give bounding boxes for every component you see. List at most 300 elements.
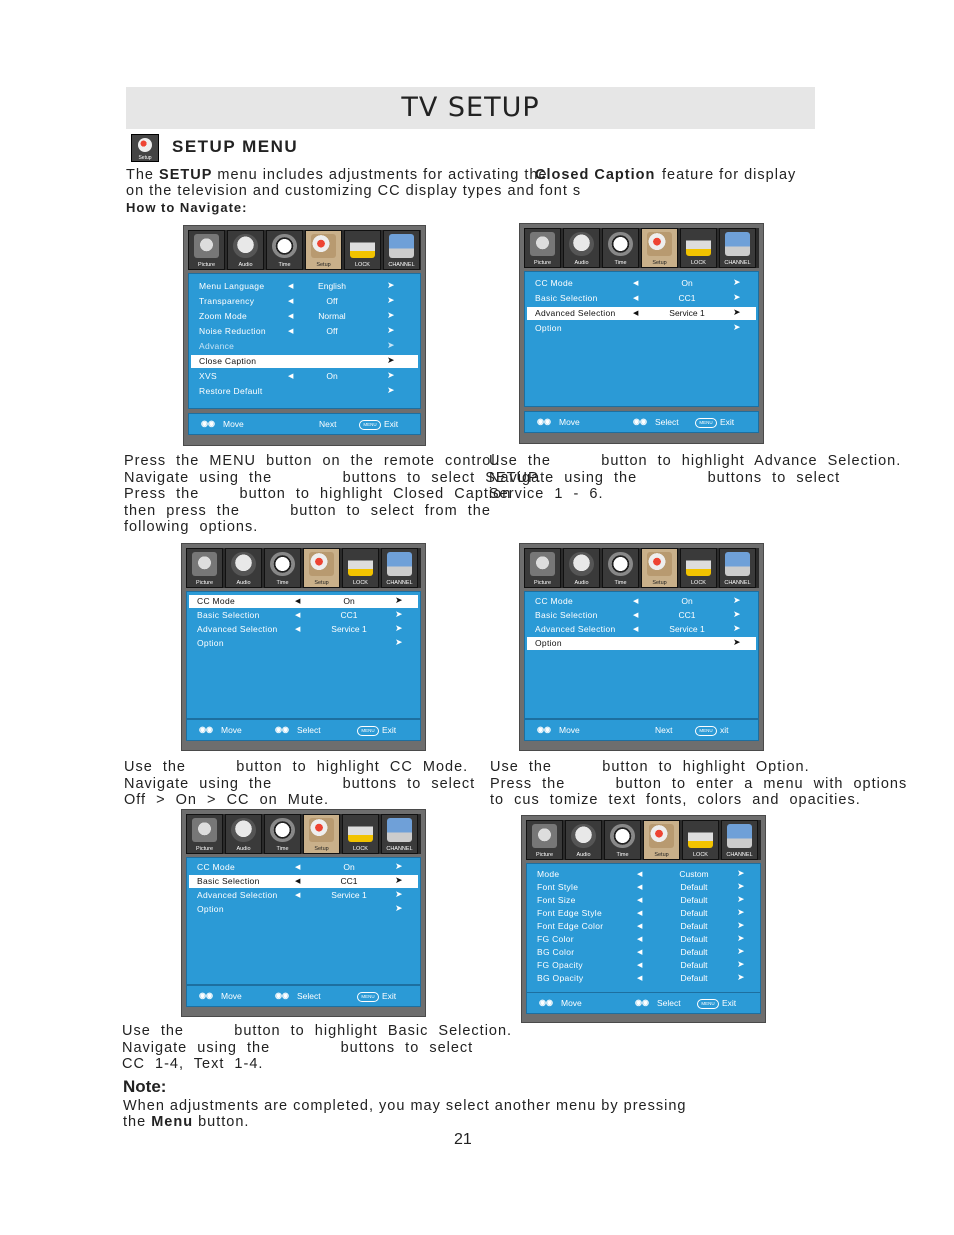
menu-item[interactable] <box>527 322 756 335</box>
menu-key-icon: MENU <box>695 418 717 428</box>
audio-icon <box>233 234 258 258</box>
setup-tab-label: Setup <box>316 262 331 268</box>
audio-tab-label: Audio <box>236 580 251 586</box>
menu-item[interactable] <box>191 340 418 353</box>
caption-5 <box>122 1023 512 1073</box>
menu-item[interactable] <box>527 623 756 636</box>
menu-key-icon: MENU <box>357 726 379 736</box>
menu-item-label: BG Opacity <box>537 973 584 983</box>
time-icon <box>608 232 633 256</box>
picture-tab[interactable] <box>524 548 561 588</box>
right-arrow-icon[interactable]: ➤ <box>387 295 395 305</box>
menu-icon-row <box>526 820 761 860</box>
note-line-2 <box>123 1114 249 1131</box>
caption-line: Service 1 - 6. <box>489 486 604 502</box>
left-arrow-icon[interactable]: ◀ <box>288 313 294 320</box>
audio-tab-label: Audio <box>576 852 591 858</box>
menu-item-value: Custom <box>679 869 709 879</box>
menu-item[interactable] <box>529 946 758 959</box>
menu-item-value: Normal <box>318 311 346 321</box>
menu-item-label: Mode <box>537 869 560 879</box>
left-arrow-icon[interactable]: ◀ <box>288 298 294 305</box>
menu-item[interactable] <box>529 894 758 907</box>
channel-icon <box>725 552 750 576</box>
menu-item-label: Noise Reduction <box>199 326 266 336</box>
left-arrow-icon[interactable]: ◀ <box>637 949 643 956</box>
picture-tab-label: Picture <box>533 260 552 266</box>
right-arrow-icon[interactable]: ➤ <box>387 370 395 380</box>
menu-item-value: Default <box>680 960 708 970</box>
left-arrow-icon[interactable]: ◀ <box>295 864 301 871</box>
channel-icon <box>389 234 414 258</box>
menu-item[interactable] <box>527 277 756 290</box>
footer-move-label: Move <box>223 419 244 429</box>
lock-icon <box>348 818 373 842</box>
lock-tab[interactable] <box>342 814 379 854</box>
caption-3 <box>124 759 475 809</box>
caption-1 <box>124 453 542 536</box>
menu-item-label: XVS <box>199 371 217 381</box>
menu-item[interactable] <box>191 370 418 383</box>
lock-tab[interactable] <box>344 230 381 270</box>
menu-item-value: Default <box>680 947 708 957</box>
right-arrow-icon[interactable]: ➤ <box>387 280 395 290</box>
lock-icon <box>350 234 375 258</box>
right-arrow-icon[interactable]: ➤ <box>733 595 741 605</box>
footer-move-label: Move <box>561 998 582 1008</box>
menu-item-value: On <box>681 596 693 606</box>
audio-tab-label: Audio <box>574 580 589 586</box>
right-arrow-icon[interactable]: ➤ <box>395 889 403 899</box>
lock-tab[interactable] <box>342 548 379 588</box>
page-title: TV SETUP <box>401 92 540 123</box>
lock-tab-label: LOCK <box>353 580 368 586</box>
right-arrow-icon[interactable]: ➤ <box>395 875 403 885</box>
left-arrow-icon[interactable]: ◀ <box>637 962 643 969</box>
right-arrow-icon[interactable]: ➤ <box>387 355 395 365</box>
footer-action-label: Select <box>657 998 681 1008</box>
menu-item-label: Option <box>197 904 224 914</box>
menu-item[interactable] <box>527 609 756 622</box>
menu-item-label: FG Color <box>537 934 574 944</box>
left-arrow-icon[interactable]: ◀ <box>295 878 301 885</box>
left-arrow-icon[interactable]: ◀ <box>637 871 643 878</box>
menu-icon-row <box>524 548 759 588</box>
menu-item-value: Default <box>680 882 708 892</box>
footer-exit-label: Exit <box>722 998 737 1008</box>
caption-line: Press the MENU button on the remote control. <box>124 453 501 469</box>
menu-item-label: CC Mode <box>197 862 236 872</box>
time-icon <box>610 824 635 848</box>
menu-icon-row <box>524 228 759 268</box>
right-arrow-icon[interactable]: ➤ <box>387 385 395 395</box>
left-arrow-icon[interactable]: ◀ <box>288 373 294 380</box>
picture-tab[interactable] <box>526 820 563 860</box>
left-arrow-icon[interactable]: ◀ <box>295 598 301 605</box>
picture-tab-label: Picture <box>197 262 216 268</box>
select-arrows-icon: ◉◉ <box>635 998 649 1007</box>
left-arrow-icon[interactable]: ◀ <box>633 598 639 605</box>
audio-tab-label: Audio <box>236 846 251 852</box>
menu-item-value: Default <box>680 921 708 931</box>
menu-item[interactable] <box>529 907 758 920</box>
time-tab[interactable] <box>602 228 639 268</box>
caption-4 <box>490 759 907 809</box>
channel-tab[interactable] <box>381 814 418 854</box>
footer-exit-label: Exit <box>382 991 397 1001</box>
menu-key-icon: MENU <box>359 420 381 430</box>
note-menu-bold: Menu <box>151 1114 194 1130</box>
menu-item-value: Default <box>680 895 708 905</box>
menu-item-value: Service 1 <box>331 890 367 900</box>
audio-tab[interactable] <box>563 548 600 588</box>
menu-item-label: Basic Selection <box>197 876 260 886</box>
menu-item-value: Off <box>326 296 338 306</box>
menu-footer <box>186 719 421 741</box>
menu-item[interactable] <box>527 595 756 608</box>
setup-tab[interactable] <box>303 548 340 588</box>
menu-item-label: Option <box>197 638 224 648</box>
menu-footer <box>186 985 421 1007</box>
channel-tab[interactable] <box>721 820 758 860</box>
channel-tab-label: CHANNEL <box>726 852 753 858</box>
footer-exit-label: Exit <box>720 417 735 427</box>
caption-line: Off > On > CC on Mute. <box>124 792 330 808</box>
audio-tab[interactable] <box>225 548 262 588</box>
menu-panel <box>186 591 421 719</box>
caption-line: Use the button to highlight Basic Selection. <box>122 1023 513 1039</box>
caption-line: following options. <box>124 519 259 535</box>
left-arrow-icon[interactable]: ◀ <box>637 884 643 891</box>
caption-line: Navigate using the buttons to select <box>489 469 841 486</box>
lock-icon <box>686 232 711 256</box>
channel-tab-label: CHANNEL <box>724 260 751 266</box>
channel-tab[interactable] <box>719 548 756 588</box>
right-arrow-icon[interactable]: ➤ <box>733 307 741 317</box>
picture-icon <box>192 552 217 576</box>
picture-icon <box>530 232 555 256</box>
setup-tab[interactable] <box>641 548 678 588</box>
left-arrow-icon[interactable]: ◀ <box>633 280 639 287</box>
menu-item-value: CC1 <box>678 610 696 620</box>
menu-panel <box>526 863 761 993</box>
audio-icon <box>569 232 594 256</box>
time-tab-label: Time <box>276 580 289 586</box>
tv-screen-s6 <box>521 815 766 1023</box>
menu-item-value: Service 1 <box>669 308 705 318</box>
right-arrow-icon[interactable]: ➤ <box>387 310 395 320</box>
lock-tab-label: LOCK <box>355 262 370 268</box>
lock-icon <box>688 824 713 848</box>
menu-item-value: Off <box>326 326 338 336</box>
caption-2 <box>489 453 901 503</box>
time-tab[interactable] <box>264 548 301 588</box>
setup-icon <box>309 552 334 576</box>
channel-icon <box>387 552 412 576</box>
menu-item[interactable] <box>189 861 418 874</box>
audio-tab[interactable] <box>565 820 602 860</box>
left-arrow-icon[interactable]: ◀ <box>637 897 643 904</box>
left-arrow-icon[interactable]: ◀ <box>637 923 643 930</box>
right-arrow-icon[interactable]: ➤ <box>737 868 745 878</box>
right-arrow-icon[interactable]: ➤ <box>733 322 741 332</box>
menu-icon-row <box>188 230 421 270</box>
right-arrow-icon[interactable]: ➤ <box>733 623 741 633</box>
left-arrow-icon[interactable]: ◀ <box>637 910 643 917</box>
right-arrow-icon[interactable]: ➤ <box>395 903 403 913</box>
footer-exit-label: Exit <box>384 419 399 429</box>
channel-tab[interactable] <box>381 548 418 588</box>
lock-tab[interactable] <box>682 820 719 860</box>
setup-icon <box>131 134 159 162</box>
menu-item-value: Default <box>680 973 708 983</box>
menu-item-value: CC1 <box>340 876 358 886</box>
note-text: button. <box>198 1114 250 1130</box>
footer-move-label: Move <box>559 725 580 735</box>
picture-icon <box>192 818 217 842</box>
left-arrow-icon[interactable]: ◀ <box>288 328 294 335</box>
setup-tab[interactable] <box>303 814 340 854</box>
picture-icon <box>530 552 555 576</box>
setup-tab-label: Setup <box>652 580 667 586</box>
setup-icon <box>311 234 336 258</box>
menu-item-value: On <box>343 596 355 606</box>
time-tab-label: Time <box>278 262 291 268</box>
lock-icon <box>686 552 711 576</box>
caption-line: Press the button to highlight Closed Caption <box>124 486 512 502</box>
select-arrows-icon: ◉◉ <box>275 991 289 1000</box>
intro-text: menu includes adjustments for activating the <box>217 167 548 183</box>
picture-icon <box>194 234 219 258</box>
audio-tab-label: Audio <box>238 262 253 268</box>
menu-item-value: Service 1 <box>669 624 705 634</box>
setup-icon <box>309 818 334 842</box>
setup-icon <box>647 232 672 256</box>
menu-panel <box>524 591 759 719</box>
right-arrow-icon[interactable]: ➤ <box>395 595 403 605</box>
left-arrow-icon[interactable]: ◀ <box>633 626 639 633</box>
left-arrow-icon[interactable]: ◀ <box>637 936 643 943</box>
right-arrow-icon[interactable]: ➤ <box>733 609 741 619</box>
menu-item-label: Advanced Selection <box>197 624 278 634</box>
menu-item[interactable] <box>529 933 758 946</box>
menu-item-value: Default <box>680 934 708 944</box>
tv-screen-s5 <box>181 809 426 1017</box>
right-arrow-icon[interactable]: ➤ <box>387 340 395 350</box>
time-icon <box>270 818 295 842</box>
how-to-navigate: How to Navigate: <box>126 200 248 215</box>
right-arrow-icon[interactable]: ➤ <box>387 325 395 335</box>
select-arrows-icon: ◉◉ <box>633 417 647 426</box>
channel-icon <box>387 818 412 842</box>
audio-tab[interactable] <box>227 230 264 270</box>
menu-icon-row <box>186 548 421 588</box>
setup-tab[interactable] <box>305 230 342 270</box>
time-tab[interactable] <box>264 814 301 854</box>
menu-item-value: On <box>343 862 355 872</box>
footer-action-label: Select <box>297 991 321 1001</box>
right-arrow-icon[interactable]: ➤ <box>737 959 745 969</box>
menu-item-label: Font Size <box>537 895 576 905</box>
navigate-arrows-icon: ◉◉ <box>199 725 213 734</box>
setup-tab[interactable] <box>643 820 680 860</box>
caption-line: Navigate using the buttons to select SETUP. <box>124 469 542 486</box>
footer-action-label: Select <box>297 725 321 735</box>
setup-tab-label: Setup <box>314 846 329 852</box>
caption-line: Press the button to enter a menu with options <box>490 775 908 792</box>
intro-closed-caption: Closed Caption <box>535 167 656 183</box>
menu-item[interactable] <box>529 959 758 972</box>
right-arrow-icon[interactable]: ➤ <box>737 894 745 904</box>
channel-icon <box>727 824 752 848</box>
right-arrow-icon[interactable]: ➤ <box>737 933 745 943</box>
menu-panel <box>524 271 759 407</box>
time-tab[interactable] <box>602 548 639 588</box>
audio-icon <box>569 552 594 576</box>
menu-item[interactable] <box>191 385 418 398</box>
tv-screen-s2 <box>519 223 764 444</box>
select-arrows-icon: ◉◉ <box>275 725 289 734</box>
menu-item[interactable] <box>527 292 756 305</box>
audio-tab[interactable] <box>225 814 262 854</box>
channel-tab-label: CHANNEL <box>388 262 415 268</box>
menu-item-value: CC1 <box>340 610 358 620</box>
menu-item[interactable] <box>191 310 418 323</box>
footer-move-label: Move <box>221 725 242 735</box>
menu-item[interactable] <box>189 637 418 650</box>
left-arrow-icon[interactable]: ◀ <box>295 612 301 619</box>
lock-tab[interactable] <box>680 228 717 268</box>
note-text: the <box>123 1114 147 1130</box>
menu-item[interactable] <box>189 903 418 916</box>
menu-item-label: Restore Default <box>199 386 263 396</box>
menu-item-label: Advance <box>199 341 235 351</box>
channel-tab[interactable] <box>719 228 756 268</box>
left-arrow-icon[interactable]: ◀ <box>633 612 639 619</box>
right-arrow-icon[interactable]: ➤ <box>737 946 745 956</box>
lock-tab[interactable] <box>680 548 717 588</box>
caption-line: CC 1-4, Text 1-4. <box>122 1056 264 1072</box>
right-arrow-icon[interactable]: ➤ <box>737 920 745 930</box>
menu-icon-row <box>186 814 421 854</box>
caption-line: Navigate using the buttons to select <box>124 775 476 792</box>
navigate-arrows-icon: ◉◉ <box>199 991 213 1000</box>
time-tab-label: Time <box>616 852 629 858</box>
left-arrow-icon[interactable]: ◀ <box>295 626 301 633</box>
setup-icon <box>647 552 672 576</box>
menu-item[interactable] <box>189 623 418 636</box>
menu-item[interactable] <box>529 868 758 881</box>
right-arrow-icon[interactable]: ➤ <box>737 972 745 982</box>
menu-item-label: Menu Language <box>199 281 265 291</box>
menu-key-icon: MENU <box>695 726 717 736</box>
menu-item[interactable] <box>189 595 418 608</box>
setup-tab-label: Setup <box>314 580 329 586</box>
left-arrow-icon[interactable]: ◀ <box>633 295 639 302</box>
time-tab[interactable] <box>266 230 303 270</box>
menu-item[interactable] <box>189 609 418 622</box>
menu-item[interactable] <box>191 325 418 338</box>
lock-tab-label: LOCK <box>691 260 706 266</box>
footer-move-label: Move <box>221 991 242 1001</box>
right-arrow-icon[interactable]: ➤ <box>737 881 745 891</box>
left-arrow-icon[interactable]: ◀ <box>637 975 643 982</box>
right-arrow-icon[interactable]: ➤ <box>737 907 745 917</box>
picture-tab-label: Picture <box>195 846 214 852</box>
audio-tab[interactable] <box>563 228 600 268</box>
setup-tab[interactable] <box>641 228 678 268</box>
footer-action-label: Next <box>319 419 337 429</box>
menu-panel <box>188 273 421 409</box>
menu-item[interactable] <box>189 889 418 902</box>
right-arrow-icon[interactable]: ➤ <box>733 292 741 302</box>
lock-tab-label: LOCK <box>691 580 706 586</box>
menu-item[interactable] <box>529 920 758 933</box>
time-icon <box>272 234 297 258</box>
menu-item-label: Font Edge Color <box>537 921 604 931</box>
right-arrow-icon[interactable]: ➤ <box>733 277 741 287</box>
picture-tab[interactable] <box>188 230 225 270</box>
menu-item[interactable] <box>189 875 418 888</box>
picture-tab[interactable] <box>186 814 223 854</box>
footer-exit-label: xit <box>720 725 729 735</box>
menu-item-label: Option <box>535 323 562 333</box>
right-arrow-icon[interactable]: ➤ <box>733 637 741 647</box>
footer-action-label: Next <box>655 725 673 735</box>
channel-tab[interactable] <box>383 230 420 270</box>
menu-item[interactable] <box>529 881 758 894</box>
left-arrow-icon[interactable]: ◀ <box>633 310 639 317</box>
setup-tab-label: Setup <box>652 260 667 266</box>
menu-item[interactable] <box>527 637 756 650</box>
setup-icon-caption: Setup <box>138 155 152 161</box>
menu-item-label: Basic Selection <box>197 610 260 620</box>
picture-tab-label: Picture <box>535 852 554 858</box>
caption-line: Use the button to highlight Advance Selection. <box>489 453 902 469</box>
left-arrow-icon[interactable]: ◀ <box>288 283 294 290</box>
menu-item[interactable] <box>191 295 418 308</box>
menu-item[interactable] <box>529 972 758 985</box>
picture-tab[interactable] <box>186 548 223 588</box>
navigate-arrows-icon: ◉◉ <box>537 417 551 426</box>
caption-line: then press the button to select from the <box>124 502 491 519</box>
menu-key-icon: MENU <box>357 992 379 1002</box>
menu-item[interactable] <box>191 355 418 368</box>
menu-item-label: Advanced Selection <box>535 624 616 634</box>
time-tab[interactable] <box>604 820 641 860</box>
channel-tab-label: CHANNEL <box>386 580 413 586</box>
picture-tab[interactable] <box>524 228 561 268</box>
audio-icon <box>231 552 256 576</box>
right-arrow-icon[interactable]: ➤ <box>395 623 403 633</box>
menu-item[interactable] <box>527 307 756 320</box>
picture-icon <box>532 824 557 848</box>
menu-item-label: Zoom Mode <box>199 311 248 321</box>
picture-tab-label: Picture <box>533 580 552 586</box>
menu-item-label: Advanced Selection <box>535 308 616 318</box>
menu-item[interactable] <box>191 280 418 293</box>
footer-move-label: Move <box>559 417 580 427</box>
left-arrow-icon[interactable]: ◀ <box>295 892 301 899</box>
footer-action-label: Select <box>655 417 679 427</box>
setup-icon <box>649 824 674 848</box>
time-icon <box>270 552 295 576</box>
note-heading: Note: <box>123 1077 167 1096</box>
time-icon <box>608 552 633 576</box>
right-arrow-icon[interactable]: ➤ <box>395 861 403 871</box>
right-arrow-icon[interactable]: ➤ <box>395 609 403 619</box>
right-arrow-icon[interactable]: ➤ <box>395 637 403 647</box>
